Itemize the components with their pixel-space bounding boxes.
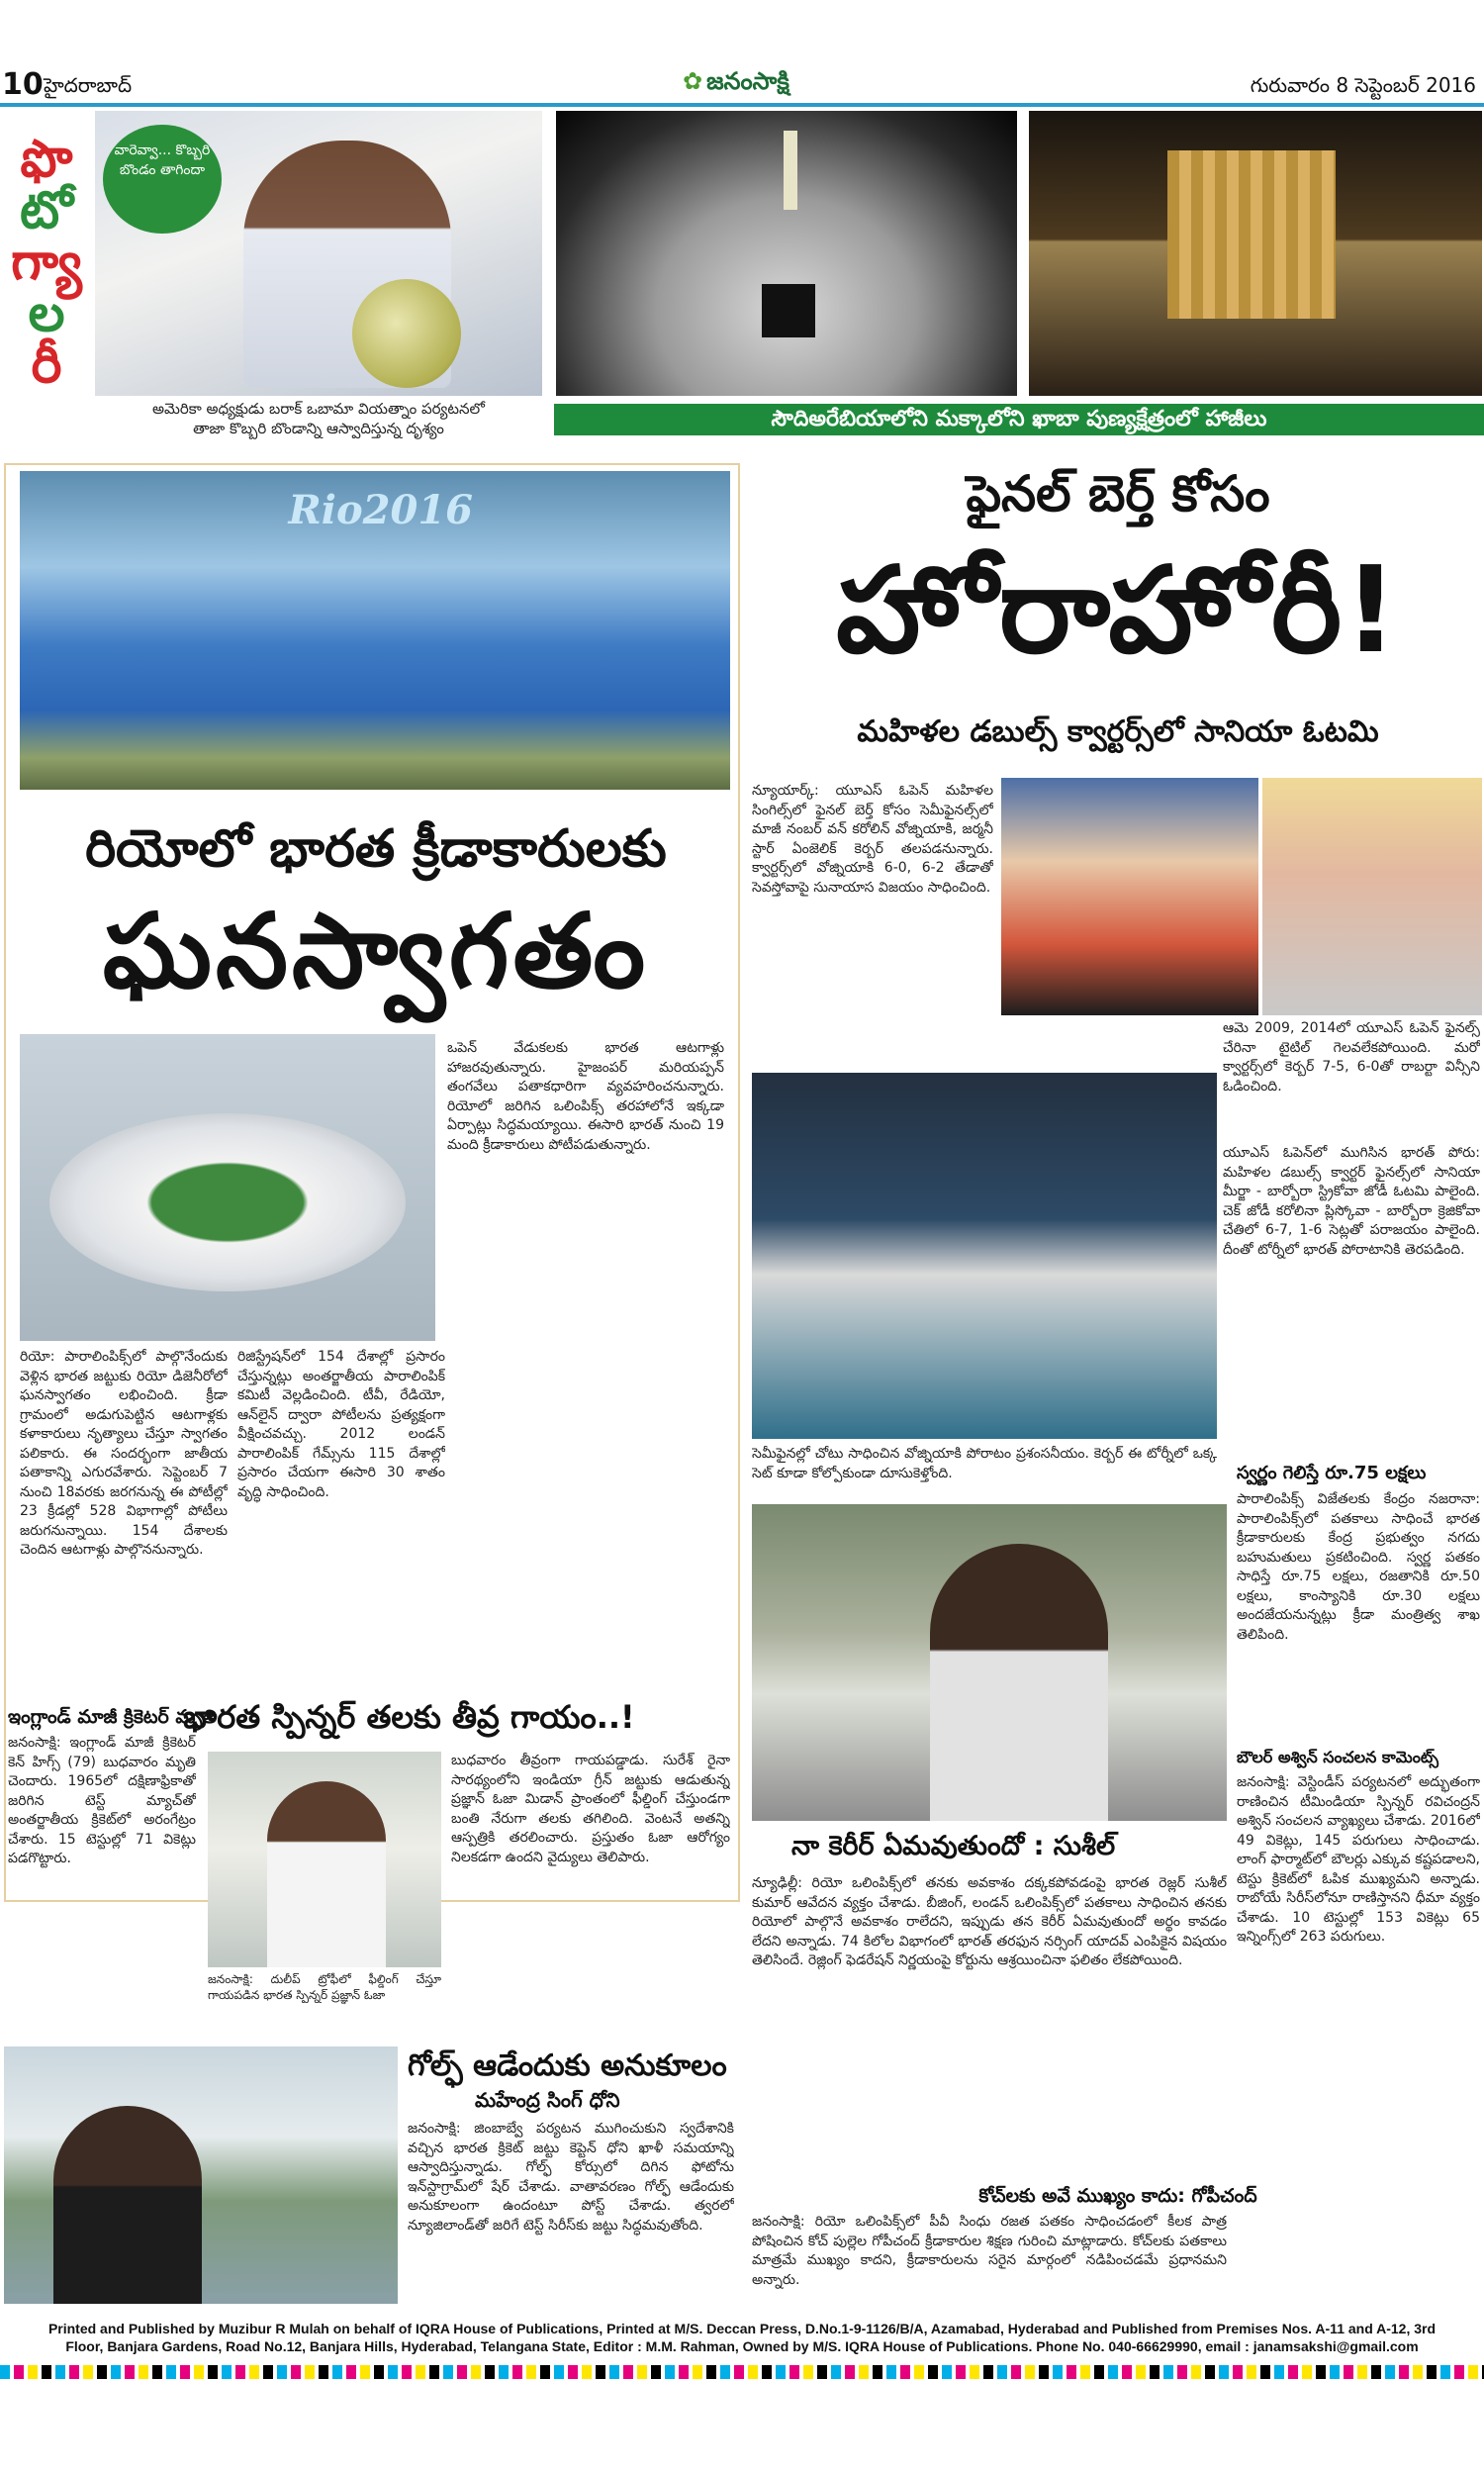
imprint-footer — [0, 2320, 1484, 2355]
injured-spinner-photo — [208, 1752, 441, 1967]
gopichand-heading: కోచ్‌లకు అవే ముఖ్యం కాదు: గోపీచంద్ — [978, 2185, 1257, 2207]
photo-gallery-label — [4, 130, 89, 396]
gallery-label-char: టో — [20, 181, 73, 240]
header-divider — [0, 103, 1484, 107]
wozniacki-photo — [1262, 778, 1482, 1015]
issue-date: గురువారం 8 సెప్టెంబర్ 2016 — [1250, 73, 1476, 97]
page-number: 10 — [2, 67, 44, 102]
rio-headline-2: ఘనస్వాగతం — [102, 891, 650, 1011]
ashwin-body: జనంసాక్షి: వెస్టిండీస్ పర్యటనలో అద్భుతంగా రాణించిన టీమిండియా స్పిన్నర్ రవిచంద్రన్ అశ్విన్ సంచలన వ్యాఖ్యలు చేశాడు. 2016లో 49 వికెట్లు, 145 పరుగులు సాధించాడు. లాంగ్ ఫార్మాట్‌లో బౌలర్లు ఎక్కువ కష్టపడాలని, టెస్టు క్రికెట్‌లో ఓపిక ముఖ్యమని అన్నాడు. రాబోయే సిరీస్‌లోనూ రాణిస్తానని ధీమా వ్యక్తం చేశాడు. 10 టెస్టుల్లో 153 వికెట్లు 65 ఇన్నింగ్స్‌లో 263 పరుగులు. — [1237, 1774, 1480, 1945]
gallery-label-char: గ్యా — [11, 233, 82, 292]
spinner-body: బుధవారం తీవ్రంగా గాయపడ్డాడు. సురేశ్ రైనా సారథ్యంలోని ఇండియా గ్రీన్ జట్టుకు ఆడుతున్న ప్రజ్ఞాన్ ఓజా మిడాన్ ప్రాంతంలో ఫీల్డింగ్ చేస్తుండగా బంతి నేరుగా తలకు తగిలింది. వెంటనే అతన్ని ఆస్పత్రికి తరలించారు. ప్రస్తుతం ఓజా ఆరోగ్యం నిలకడగా ఉందని వైద్యులు తెలిపారు. — [451, 1753, 730, 1865]
golf-heading: గోల్ఫ్ ఆడేందుకు అనుకూలం — [408, 2048, 727, 2083]
kerber-photo — [1001, 778, 1258, 1015]
cricket-heading: ఇంగ్లాండ్ మాజీ క్రికెటర్ మృతి — [8, 1706, 218, 1728]
tennis-body-1: న్యూయార్క్: యూఎస్ ఓపెన్ మహిళల సింగిల్స్‌లో ఫైనల్ బెర్త్ కోసం సెమీఫైనల్స్‌లో మాజీ నంబర్ వన్ కరోలిన్ వోజ్నియాకి, జర్మనీ స్టార్ ఏంజెలిక్ కెర్బర్ తలపడనున్నారు. క్వార్టర్స్‌లో వోజ్నియాకి 6-0, 6-2 తేడాతో సెవస్తోవాపై సునాయాస విజయం సాధించింది. — [752, 783, 993, 896]
mecca-caption: సౌదిఅరేబియాలోని మక్కాలోని ఖాబా పుణ్యక్షేత్రంలో హాజీలు — [554, 404, 1484, 435]
tennis-kicker: ఫైనల్ బెర్త్ కోసం — [966, 465, 1270, 523]
tennis-headline: హోరాహోరీ! — [836, 542, 1400, 680]
clock-tower-shape — [784, 131, 797, 210]
stadium-photo — [20, 1034, 435, 1341]
sushil-heading: నా కెరీర్ ఏమవుతుందో : సుశీల్ — [791, 1831, 1116, 1861]
masthead-logo: ✿ జనంసాక్షి — [683, 67, 789, 101]
tennis-body-3: సెమీఫైనల్లో చోటు సాధించిన వోజ్నియాకి పోరాటం ప్రశంసనీయం. కెర్బర్ ఈ టోర్నీలో ఒక్క సెట్ కూడా కోల్పోకుండా దూసుకెళ్తోంది. — [752, 1446, 1217, 1481]
gallery-label-char: రీ — [31, 335, 62, 395]
rio-body-column-1: రియో: పారాలింపిక్స్‌లో పాల్గొనేందుకు వెళ్లిన భారత జట్టుకు రియో డిజెనీరోలో ఘనస్వాగతం లభించింది. క్రీడా గ్రామంలో అడుగుపెట్టిన ఆటగాళ్లకు కళాకారులు నృత్యాలు చేస్తూ స్వాగతం పలికారు. ఈ సందర్భంగా జాతీయ పతాకాన్ని ఎగురవేశారు. సెప్టెంబర్ 7 నుంచి 18వరకు జరగనున్న ఈ పోటీల్లో 23 క్రీడల్లో 528 విభాగాల్లో పోటీలు జరుగనున్నాయి. 154 దేశాలకు చెందిన ఆటగాళ్లు పాల్గొననున్నారు. — [20, 1349, 228, 1558]
tennis-body-4: యూఎస్ ఓపెన్‌లో ముగిసిన భారత్ పోరు: మహిళల డబుల్స్ క్వార్టర్ ఫైనల్స్‌లో సానియా మీర్జా - బార్బోరా స్ట్రికోవా జోడీ ఓటమి పాలైంది. చెక్ జోడీ కరోలినా ప్లిస్కోవా - బార్బోరా క్రెజికోవా చేతిలో 6-7, 1-6 సెట్లతో పరాజయం పాలైంది. దీంతో టోర్నీలో భారత్ పోరాటానికి తెరపడింది. — [1223, 1145, 1480, 1258]
spinner-heading: భారత స్పిన్నర్ తలకు తీవ్ర గాయం..! — [183, 1698, 635, 1736]
gold-prize-heading: స్వర్ణం గెలిస్తే రూ.75 లక్షలు — [1237, 1463, 1427, 1483]
edition-city: హైదరాబాద్ — [44, 73, 133, 97]
speech-bubble: వారెవ్వా... కొబ్బరి బొండం తాగిందా — [103, 125, 222, 234]
gold-prize-body: పారాలింపిక్స్ విజేతలకు కేంద్రం నజరానా: పారాలింపిక్స్‌లో పతకాలు సాధించే భారత క్రీడాకారులకు కేంద్ర ప్రభుత్వం నగదు బహుమతులు ప్రకటించింది. స్వర్ణ పతకం సాధిస్తే రూ.75 లక్షలు, రజతానికి రూ.50 లక్షలు, కాంస్యానికి రూ.30 లక్షలు అందజేయనున్నట్లు క్రీడా మంత్రిత్వ శాఖ తెలిపింది. — [1237, 1491, 1480, 1643]
tennis-deck: మహిళల డబుల్స్ క్వార్టర్స్‌లో సానియా ఓటమి — [857, 714, 1379, 749]
rio-body-column-3: ఒపెన్ వేడుకలకు భారత ఆటగాళ్లు హాజరవుతున్నారు. హైజంపర్ మరియప్పన్ తంగవేలు పతాకధారిగా వ్యవహరించనున్నారు. రియోలో జరిగిన ఒలింపిక్స్ తరహాలోనే ఇక్కడా ఏర్పాట్లు సిద్ధమయ్యాయి. ఈసారి భారత్ నుంచి 19 మంది క్రీడాకారులు పోటీపడుతున్నారు. — [447, 1040, 724, 1153]
mecca-crowd-photo — [556, 111, 1017, 396]
gallery-label-char: ఫొ — [20, 130, 73, 189]
stadium-bowl-shape — [49, 1113, 406, 1291]
imprint-line-2: Floor, Banjara Gardens, Road No.12, Banjara Hills, Hyderabad, Telangana State, Editor : M.M. Rahman, Owned by M/S. IQRA House of Publications. Phone No. 040-66629990, email : janamsakshi@gmail.com — [65, 2338, 1419, 2354]
sania-doubles-photo — [752, 1073, 1217, 1439]
coconut-caption-line2: తాజా కొబ్బరి బొండాన్ని ఆస్వాదిస్తున్న దృశ్యం — [193, 420, 444, 437]
golf-subheading: మహేంద్ర సింగ్ ధోని — [475, 2088, 620, 2112]
dhoni-figure — [53, 2106, 202, 2304]
gallery-label-char: ల — [28, 284, 65, 343]
sushil-body: న్యూఢిల్లీ: రియో ఒలింపిక్స్‌లో తనకు అవకాశం దక్కకపోవడంపై భారత రెజ్లర్ సుశీల్ కుమార్ ఆవేదన వ్యక్తం చేశాడు. బీజింగ్, లండన్ ఒలింపిక్స్‌లో పతకాలు సాధించిన తనకు రియోలో పాల్గొనే అవకాశం రాలేదని, ఇప్పుడు తన కెరీర్ ఏమవుతుందో అర్థం కావడం లేదని అన్నాడు. 74 కిలోల విభాగంలో భారత్ తరఫున నర్సింగ్ యాదవ్ ఎంపికైన విషయం తెలిసిందే. రెజ్లింగ్ ఫెడరేషన్ నిర్ణయంపై కోర్టును ఆశ్రయించినా ఫలితం లేకపోయింది. — [752, 1875, 1227, 1968]
rio-headline-1: రియోలో భారత క్రీడాకారులకు — [85, 819, 667, 879]
kaaba-shape — [762, 284, 815, 337]
player-figure — [267, 1781, 386, 1967]
color-registration-bar — [0, 2365, 1484, 2379]
dhoni-photo — [4, 2046, 398, 2304]
ashwin-heading: బౌలర్ అశ్విన్ సంచలన కామెంట్స్ — [1237, 1748, 1438, 1766]
paralympic-team-photo — [20, 471, 730, 790]
coconut-photo — [95, 111, 542, 396]
rio-body-column-2: రిజిస్ట్రేషన్‌లో 154 దేశాల్లో ప్రసారం చేస్తున్నట్లు అంతర్జాతీయ పారాలింపిక్ కమిటీ వెల్లడించింది. టీవీ, రేడియో, ఆన్‌లైన్ ద్వారా పోటీలను ప్రత్యక్షంగా వీక్షించవచ్చు. 2012 లండన్ పారాలింపిక్ గేమ్స్‌ను 115 దేశాల్లో ప్రసారం చేయగా ఈసారి 30 శాతం వృద్ధి సాధించింది. — [237, 1349, 445, 1500]
spinner-photo-caption: జనంసాక్షి: దులీప్ ట్రోఫీలో ఫీల్డింగ్ చేస్తూ గాయపడిన భారత స్పిన్నర్ ప్రజ్ఞాన్ ఓజా — [208, 1972, 441, 2002]
kaaba-door-photo — [1029, 111, 1482, 396]
sushil-figure — [930, 1544, 1108, 1821]
imprint-line-1: Printed and Published by Muzibur R Mulah on behalf of IQRA House of Publications, Printed at M/S. Deccan Press, D.No.1-9-1126/B/A, Azamabad, Hyderabad and Published from Premises Nos. A-11 and A-12, 3rd — [47, 2321, 1437, 2336]
rio-sign: Rio2016 — [288, 487, 473, 533]
coconut-shape — [352, 279, 461, 388]
coconut-caption-line1: అమెరికా అధ్యక్షుడు బరాక్ ఒబామా వియత్నాం పర్యటనలో — [152, 400, 485, 418]
sushil-photo — [752, 1504, 1227, 1821]
kaaba-door-shape — [1167, 150, 1336, 319]
tennis-body-2: ఆమె 2009, 2014లో యూఎస్ ఓపెన్ ఫైనల్స్ చేరినా టైటిల్ గెలవలేకపోయింది. మరో క్వార్టర్స్‌లో కెర్బర్ 7-5, 6-0తో రాబర్టా విన్సీని ఓడించింది. — [1223, 1020, 1480, 1094]
gopichand-body: జనంసాక్షి: రియో ఒలింపిక్స్‌లో పీవీ సింధు రజత పతకం సాధించడంలో కీలక పాత్ర పోషించిన కోచ్ పుల్లెల గోపీచంద్ క్రీడాకారుల శిక్షణ గురించి మాట్లాడారు. కోచ్‌లకు పతకాలు మాత్రమే ముఖ్యం కాదని, క్రీడాకారులను సరైన మార్గంలో నడిపించడమే ప్రధానమని అన్నారు. — [752, 2214, 1227, 2288]
cricket-body: జనంసాక్షి: ఇంగ్లాండ్ మాజీ క్రికెటర్ కెన్ హిగ్స్ (79) బుధవారం మృతి చెందారు. 1965లో దక్షిణాఫ్రికాతో జరిగిన టెస్ట్ మ్యాచ్‌తో అంతర్జాతీయ క్రికెట్‌లో అరంగేట్రం చేశారు. 15 టెస్టుల్లో 71 వికెట్లు పడగొట్టారు. — [8, 1735, 196, 1866]
page-header — [0, 61, 1484, 109]
dhoni-body: జనంసాక్షి: జింబాబ్వే పర్యటన ముగించుకుని స్వదేశానికి వచ్చిన భారత క్రికెట్ జట్టు కెప్టెన్ ధోని ఖాళీ సమయాన్ని ఆస్వాదిస్తున్నాడు. గోల్ఫ్ కోర్సులో దిగిన ఫోటోను ఇన్‌స్టాగ్రామ్‌లో షేర్ చేశాడు. వాతావరణం గోల్ఫ్ ఆడేందుకు అనుకూలంగా ఉందంటూ పోస్ట్ చేశాడు. త్వరలో న్యూజిలాండ్‌తో జరిగే టెస్ట్ సిరీస్‌కు జట్టు సిద్ధమవుతోంది. — [408, 2121, 734, 2234]
